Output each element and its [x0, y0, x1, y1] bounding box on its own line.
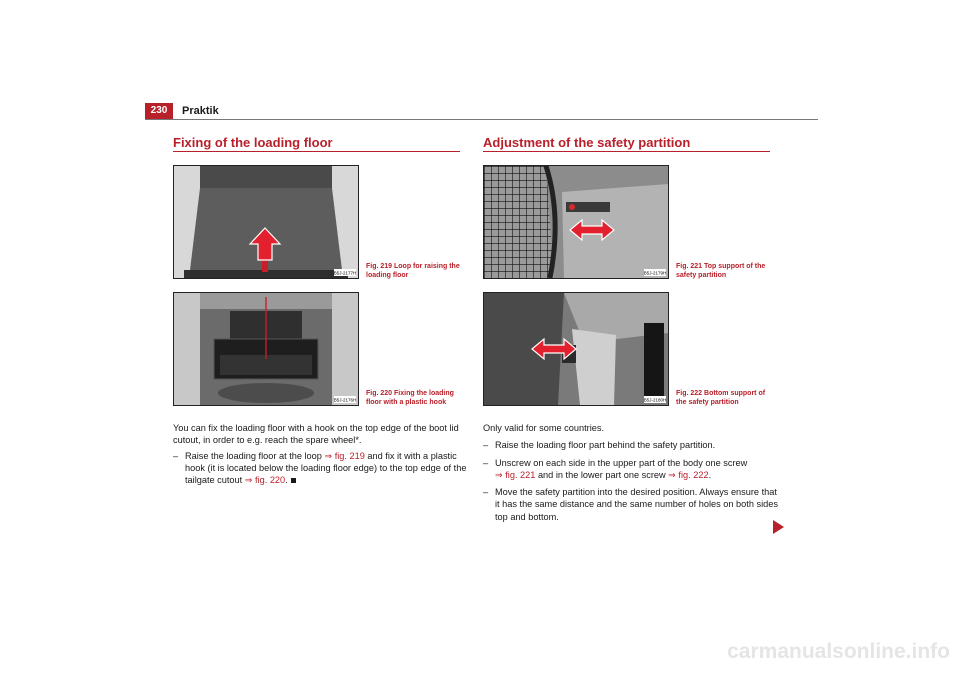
intro-line: cutout, in order to e.g. reach the spare wheel*. [173, 435, 362, 446]
caption-line: loading floor [366, 272, 409, 279]
step-dash: – [173, 450, 179, 461]
section-end-mark [291, 478, 296, 483]
step-text: . [285, 475, 288, 486]
step-text: Raise the loading floor at the loop [185, 450, 325, 461]
step-text: Unscrew on each side in the upper part of the body one screw [495, 457, 748, 468]
figure-222-code: B5J-2180H [643, 397, 667, 403]
watermark: carmanualsonline.info [727, 640, 950, 663]
step-text: tailgate cutout [185, 475, 245, 486]
section-title-safety-partition: Adjustment of the safety partition [483, 135, 691, 150]
caption-line: safety partition [676, 272, 727, 279]
step-dash: – [483, 440, 489, 451]
figure-222-image [483, 292, 669, 406]
caption-line: floor with a plastic hook [366, 399, 447, 406]
figure-220-code: B5J-2176H [333, 397, 357, 403]
header-rule [145, 119, 818, 120]
figure-221-link[interactable]: ⇒ fig. 221 [495, 469, 536, 480]
figure-220-caption [366, 389, 466, 407]
figure-222-link[interactable]: ⇒ fig. 222 [668, 469, 709, 480]
step-text: it has the same distance and the same number of holes on both sides [495, 499, 778, 510]
instruction-step [483, 457, 778, 482]
figure-219-link[interactable]: ⇒ fig. 219 [324, 450, 365, 461]
step-text: Raise the loading floor part behind the safety partition. [495, 440, 716, 451]
figure-219-caption [366, 262, 466, 280]
continue-arrow-icon[interactable] [773, 520, 784, 534]
step-dash: – [483, 457, 489, 468]
caption-line: Fig. 221 Top support of the [676, 263, 766, 270]
step-text: hook (it is located below the loading floor edge) to the top edge of the [185, 462, 467, 473]
figure-220-image [173, 292, 359, 406]
page-number: 230 [145, 103, 173, 119]
caption-line: Fig. 220 Fixing the loading [366, 390, 454, 397]
figure-219-code: B5J-2177H [333, 270, 357, 276]
caption-line: Fig. 219 Loop for raising the [366, 263, 460, 270]
figure-221-caption [676, 262, 776, 280]
step-text: top and bottom. [495, 511, 559, 522]
figure-221-image [483, 165, 669, 279]
step-dash: – [483, 487, 489, 498]
instruction-step [173, 450, 468, 487]
chapter-title: Praktik [182, 105, 219, 117]
intro-line: You can fix the loading floor with a hook on the top edge of the boot lid [173, 423, 459, 433]
caption-line: Fig. 222 Bottom support of [676, 390, 766, 397]
figure-221-code: B5J-2179H [643, 270, 667, 276]
section-rule-right [483, 151, 770, 152]
left-body [173, 422, 468, 491]
step-text: and in the lower part one screw [535, 469, 669, 480]
intro-line: Only valid for some countries. [483, 423, 605, 433]
instruction-step [483, 439, 778, 451]
section-rule-left [173, 151, 460, 152]
figure-222-caption [676, 389, 776, 407]
figure-219-image [173, 165, 359, 279]
caption-line: the safety partition [676, 399, 739, 406]
step-text: and fix it with a plastic [364, 450, 457, 461]
figure-220-link[interactable]: ⇒ fig. 220 [244, 475, 286, 486]
instruction-step [483, 486, 778, 523]
right-body [483, 422, 778, 528]
section-title-loading-floor: Fixing of the loading floor [173, 135, 333, 150]
step-text: Move the safety partition into the desired position. Always ensure that [495, 487, 777, 498]
step-text: . [708, 469, 712, 480]
